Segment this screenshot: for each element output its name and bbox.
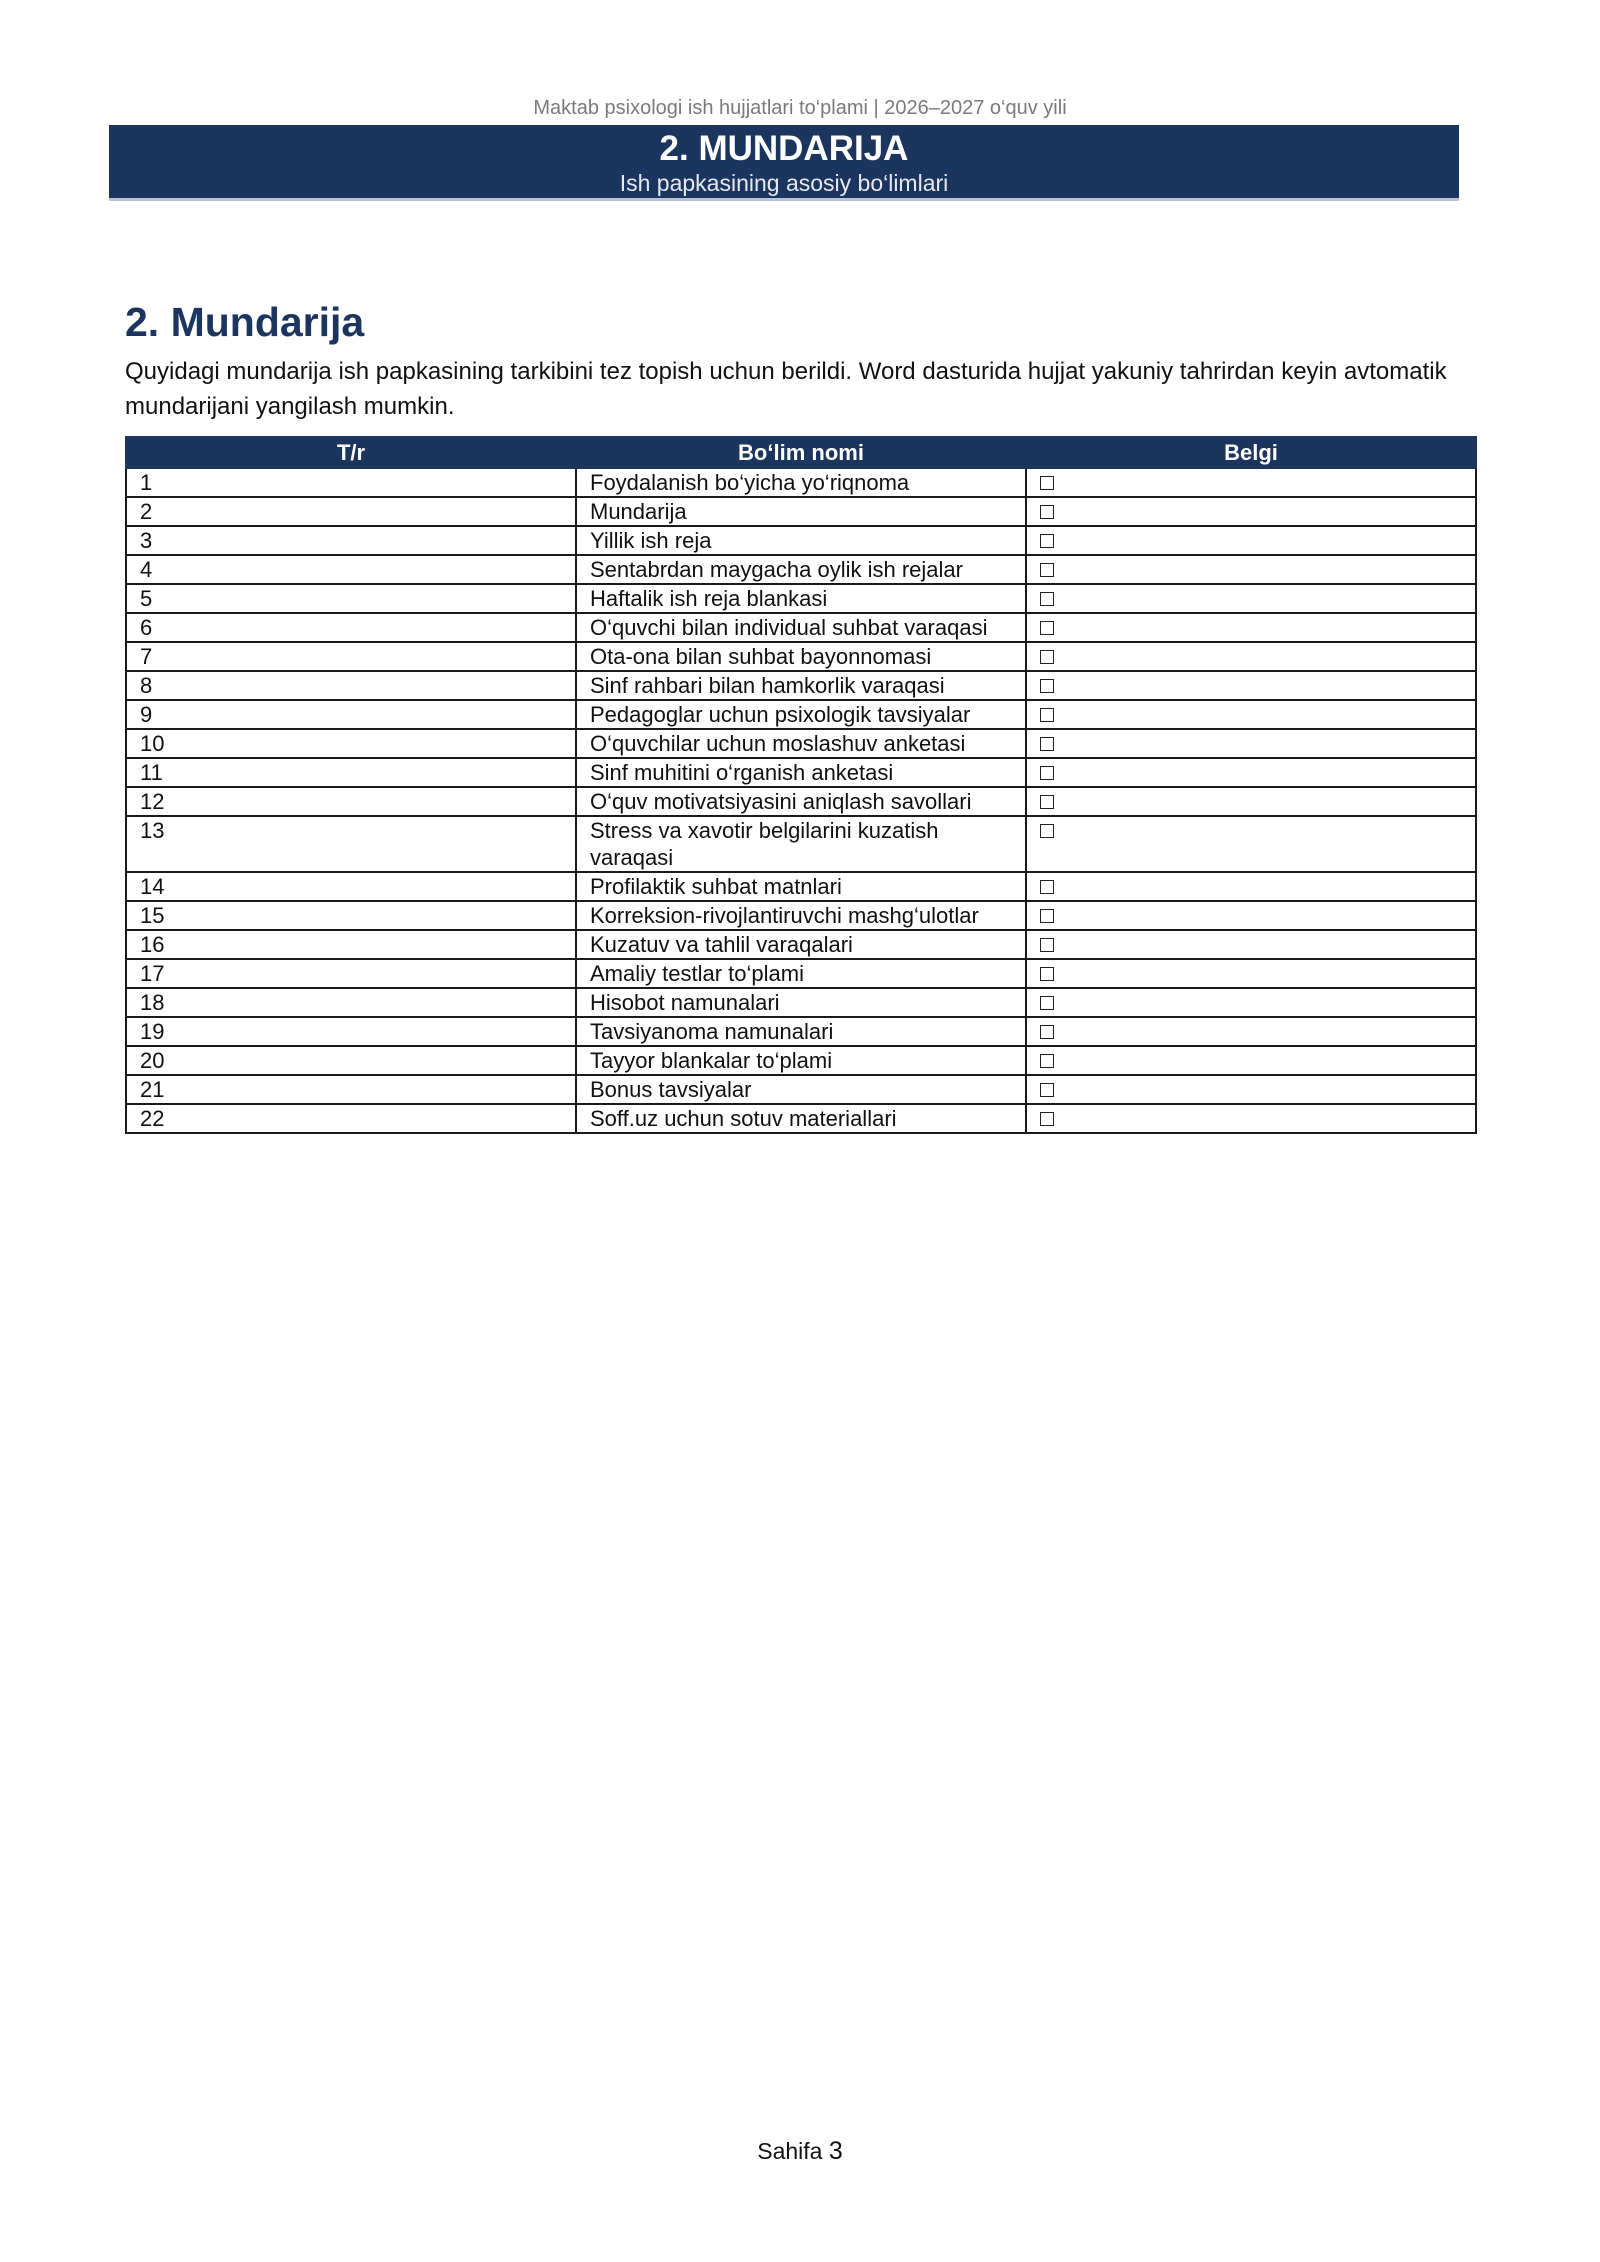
table-row	[126, 787, 1476, 816]
mark-cell	[1026, 988, 1476, 1017]
table-row	[126, 671, 1476, 700]
row-number: 2	[126, 497, 576, 526]
section-name: Stress va xavotir belgilarini kuzatish varaqasi	[576, 816, 1026, 872]
section-name: Mundarija	[576, 497, 1026, 526]
checkbox-icon[interactable]	[1040, 737, 1054, 751]
mark-cell	[1026, 555, 1476, 584]
row-number: 8	[126, 671, 576, 700]
table-row	[126, 613, 1476, 642]
mark-cell	[1026, 497, 1476, 526]
section-name: Kuzatuv va tahlil varaqalari	[576, 930, 1026, 959]
row-number: 13	[126, 816, 576, 872]
checkbox-icon[interactable]	[1040, 476, 1054, 490]
table-body	[126, 468, 1476, 1133]
table-row	[126, 584, 1476, 613]
mark-cell	[1026, 816, 1476, 872]
section-name: Pedagoglar uchun psixologik tavsiyalar	[576, 700, 1026, 729]
running-header: Maktab psixologi ish hujjatlari to‘plami | 2026–2027 o‘quv yili	[533, 97, 1067, 119]
table-row	[126, 1017, 1476, 1046]
row-number: 15	[126, 901, 576, 930]
table-row	[126, 1046, 1476, 1075]
mark-cell	[1026, 613, 1476, 642]
column-header-mark: Belgi	[1026, 437, 1476, 468]
table-row	[126, 930, 1476, 959]
checkbox-icon[interactable]	[1040, 1054, 1054, 1068]
table-row	[126, 729, 1476, 758]
page-number: 3	[828, 2137, 843, 2165]
section-name: Ota-ona bilan suhbat bayonnomasi	[576, 642, 1026, 671]
checkbox-icon[interactable]	[1040, 592, 1054, 606]
main-content	[125, 296, 1475, 1134]
checkbox-icon[interactable]	[1040, 938, 1054, 952]
mark-cell	[1026, 930, 1476, 959]
table-row	[126, 758, 1476, 787]
checkbox-icon[interactable]	[1040, 880, 1054, 894]
page-footer	[0, 2136, 1600, 2166]
row-number: 5	[126, 584, 576, 613]
mark-cell	[1026, 901, 1476, 930]
row-number: 12	[126, 787, 576, 816]
mark-cell	[1026, 787, 1476, 816]
section-name: Profilaktik suhbat matnlari	[576, 872, 1026, 901]
row-number: 6	[126, 613, 576, 642]
row-number: 14	[126, 872, 576, 901]
column-header-number: T/r	[126, 437, 576, 468]
row-number: 11	[126, 758, 576, 787]
row-number: 22	[126, 1104, 576, 1133]
row-number: 1	[126, 468, 576, 497]
table-row	[126, 642, 1476, 671]
section-name: Yillik ish reja	[576, 526, 1026, 555]
checkbox-icon[interactable]	[1040, 824, 1054, 838]
section-name: Hisobot namunalari	[576, 988, 1026, 1017]
checkbox-icon[interactable]	[1040, 1025, 1054, 1039]
section-name: Sinf rahbari bilan hamkorlik varaqasi	[576, 671, 1026, 700]
row-number: 17	[126, 959, 576, 988]
table-row	[126, 1104, 1476, 1133]
mark-cell	[1026, 758, 1476, 787]
checkbox-icon[interactable]	[1040, 766, 1054, 780]
mark-cell	[1026, 1046, 1476, 1075]
row-number: 20	[126, 1046, 576, 1075]
row-number: 19	[126, 1017, 576, 1046]
section-name: Foydalanish bo‘yicha yo‘riqnoma	[576, 468, 1026, 497]
row-number: 3	[126, 526, 576, 555]
mark-cell	[1026, 468, 1476, 497]
section-name: Sentabrdan maygacha oylik ish rejalar	[576, 555, 1026, 584]
table-row	[126, 988, 1476, 1017]
section-name: Tayyor blankalar to‘plami	[576, 1046, 1026, 1075]
row-number: 4	[126, 555, 576, 584]
mark-cell	[1026, 642, 1476, 671]
table-row	[126, 816, 1476, 872]
row-number: 18	[126, 988, 576, 1017]
mark-cell	[1026, 526, 1476, 555]
column-header-section-name: Bo‘lim nomi	[576, 437, 1026, 468]
table-row	[126, 497, 1476, 526]
table-row	[126, 959, 1476, 988]
section-name: Haftalik ish reja blankasi	[576, 584, 1026, 613]
checkbox-icon[interactable]	[1040, 505, 1054, 519]
table-header-row	[126, 437, 1476, 468]
section-title: 2. Mundarija	[125, 299, 365, 345]
row-number: 10	[126, 729, 576, 758]
table-row	[126, 700, 1476, 729]
checkbox-icon[interactable]	[1040, 996, 1054, 1010]
section-name: Soff.uz uchun sotuv materiallari	[576, 1104, 1026, 1133]
table-row	[126, 526, 1476, 555]
checkbox-icon[interactable]	[1040, 1112, 1054, 1126]
mark-cell	[1026, 1075, 1476, 1104]
section-banner	[109, 125, 1459, 201]
checkbox-icon[interactable]	[1040, 650, 1054, 664]
section-name: Amaliy testlar to‘plami	[576, 959, 1026, 988]
banner-title: 2. MUNDARIJA	[659, 129, 909, 168]
checkbox-icon[interactable]	[1040, 621, 1054, 635]
row-number: 21	[126, 1075, 576, 1104]
mark-cell	[1026, 959, 1476, 988]
checkbox-icon[interactable]	[1040, 708, 1054, 722]
mark-cell	[1026, 872, 1476, 901]
mark-cell	[1026, 1104, 1476, 1133]
row-number: 7	[126, 642, 576, 671]
row-number: 16	[126, 930, 576, 959]
table-row	[126, 872, 1476, 901]
checkbox-icon[interactable]	[1040, 534, 1054, 548]
checkbox-icon[interactable]	[1040, 967, 1054, 981]
banner-subtitle: Ish papkasining asosiy bo‘limlari	[619, 170, 949, 196]
section-name: Bonus tavsiyalar	[576, 1075, 1026, 1104]
mark-cell	[1026, 729, 1476, 758]
checkbox-icon[interactable]	[1040, 679, 1054, 693]
table-row	[126, 468, 1476, 497]
section-name: Sinf muhitini o‘rganish anketasi	[576, 758, 1026, 787]
checkbox-icon[interactable]	[1040, 909, 1054, 923]
section-name: O‘quvchi bilan individual suhbat varaqasi	[576, 613, 1026, 642]
table-row	[126, 1075, 1476, 1104]
section-name: Tavsiyanoma namunalari	[576, 1017, 1026, 1046]
table-row	[126, 555, 1476, 584]
page-label: Sahifa	[757, 2138, 823, 2164]
checkbox-icon[interactable]	[1040, 795, 1054, 809]
section-name: Korreksion-rivojlantiruvchi mashg‘ulotlar	[576, 901, 1026, 930]
checkbox-icon[interactable]	[1040, 563, 1054, 577]
intro-paragraph: Quyidagi mundarija ish papkasining tarkibini tez topish uchun berildi. Word dasturida hujjat yakuniy tahrirdan keyin avtomatik mundarijani yangilash mumkin.	[125, 358, 1447, 420]
checkbox-icon[interactable]	[1040, 1083, 1054, 1097]
mark-cell	[1026, 671, 1476, 700]
row-number: 9	[126, 700, 576, 729]
contents-table	[125, 436, 1477, 1134]
mark-cell	[1026, 1017, 1476, 1046]
section-name: O‘quvchilar uchun moslashuv anketasi	[576, 729, 1026, 758]
mark-cell	[1026, 584, 1476, 613]
section-name: O‘quv motivatsiyasini aniqlash savollari	[576, 787, 1026, 816]
table-row	[126, 901, 1476, 930]
mark-cell	[1026, 700, 1476, 729]
